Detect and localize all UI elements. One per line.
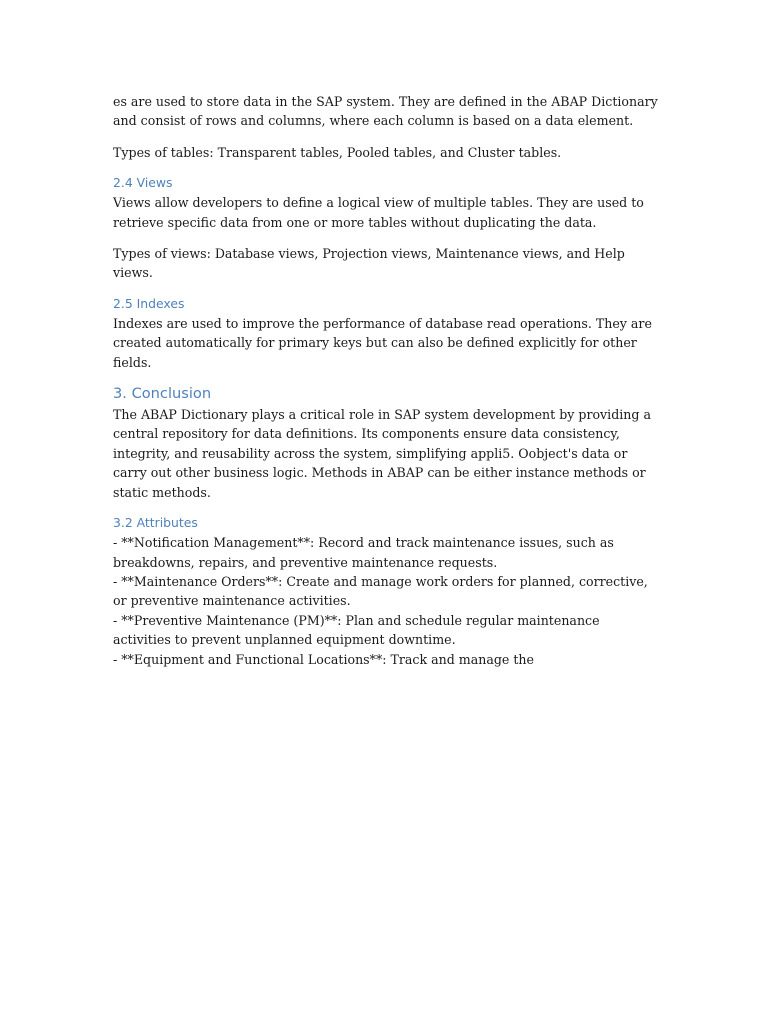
document-page — [113, 92, 658, 669]
list-item: - **Equipment and Functional Locations**: Track and manage the — [113, 651, 534, 667]
conclusion-heading: 3. Conclusion — [113, 385, 212, 403]
conclusion-paragraph: The ABAP Dictionary plays a critical role in SAP system development by providing a central repository for data definitions. Its components ensure data consistency, integrity, and reusability across the system, simplifying appli5. Oobject's data or carry out other business logic. Methods in ABAP can be either instance methods or static methods. — [113, 407, 651, 500]
indexes-heading: 2.5 Indexes — [113, 295, 185, 311]
views-types-paragraph: Types of views: Database views, Projection views, Maintenance views, and Help views. — [113, 246, 625, 281]
tables-types-paragraph: Types of tables: Transparent tables, Pooled tables, and Cluster tables. — [113, 144, 562, 160]
list-item: - **Maintenance Orders**: Create and manage work orders for planned, corrective, or preventive maintenance activities. — [113, 573, 648, 609]
tables-intro-paragraph: es are used to store data in the SAP system. They are defined in the ABAP Dictionary and consist of rows and columns, where each column is based on a data element. — [113, 94, 658, 129]
views-heading: 2.4 Views — [113, 175, 173, 191]
views-intro-paragraph: Views allow developers to define a logical view of multiple tables. They are used to retrieve specific data from one or more tables without duplicating the data. — [113, 195, 644, 230]
list-item: - **Preventive Maintenance (PM)**: Plan and schedule regular maintenance activities to prevent unplanned equipment downtime. — [113, 612, 600, 648]
list-item: - **Notification Management**: Record and track maintenance issues, such as breakdowns, repairs, and preventive maintenance requests. — [113, 535, 614, 570]
indexes-paragraph: Indexes are used to improve the performance of database read operations. They are created automatically for primary keys but can also be defined explicitly for other fields. — [113, 315, 652, 370]
attributes-list — [113, 533, 658, 669]
attributes-heading: 3.2 Attributes — [113, 515, 198, 531]
